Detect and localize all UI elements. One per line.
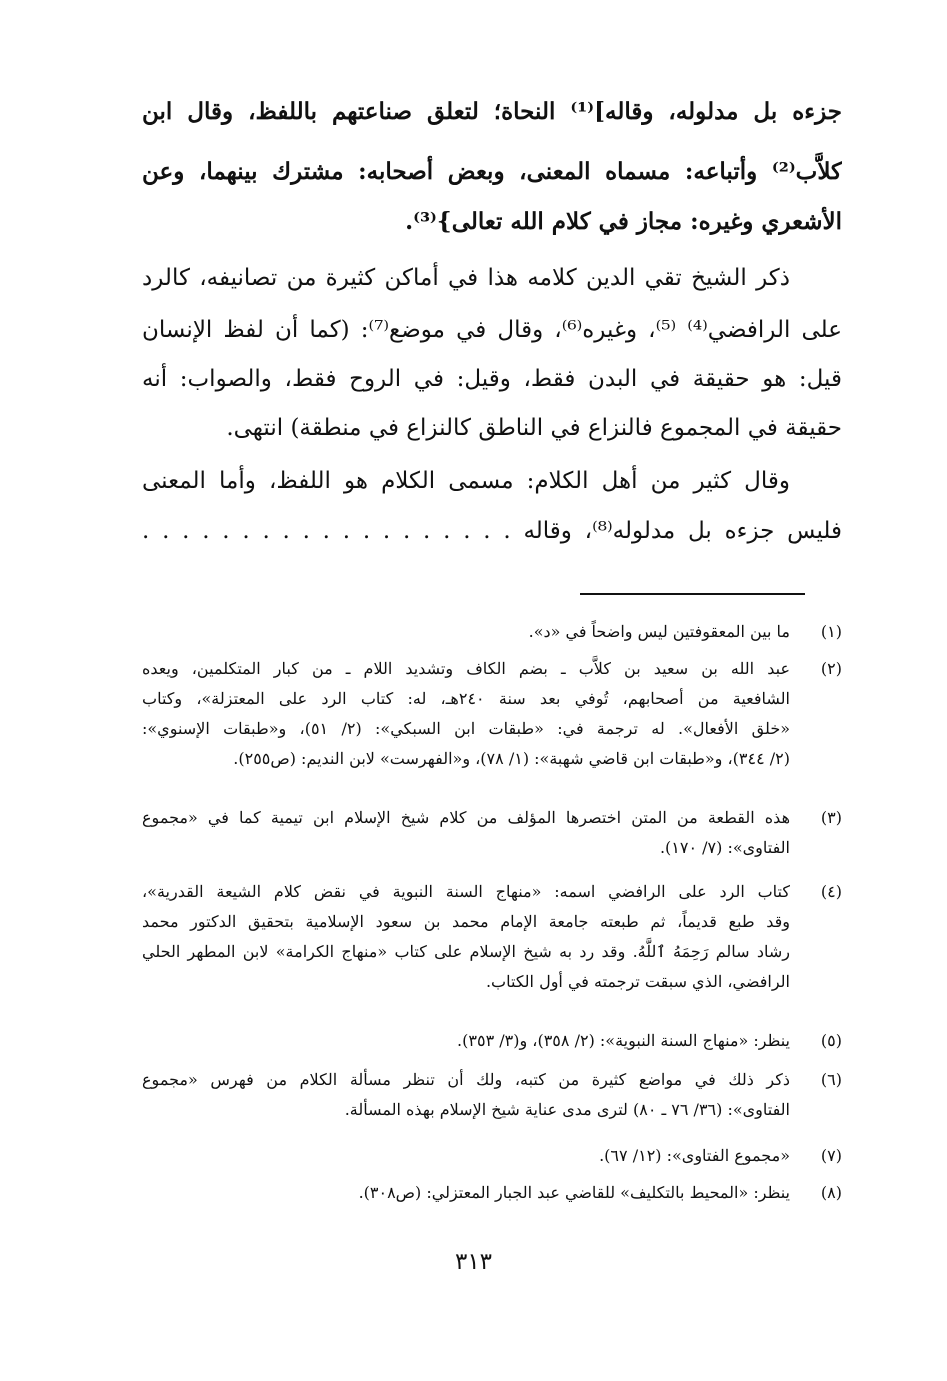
body-line: [142, 507, 842, 555]
body-line-text: وقال كثير من أهل الكلام: مسمى الكلام هو اللفظ، وأما المعنى: [142, 468, 790, 494]
footnote-number: (٥): [820, 1031, 842, 1050]
body-line: [142, 88, 842, 136]
footnote-line: عبد الله بن سعيد بن كلاَّب ـ بضم الكاف وتشديد اللام ـ من كبار المتكلمين، ويعده: [142, 659, 790, 678]
footnote-line: الفتاوى»: (٧/ ١٧٠).: [659, 838, 790, 857]
body-line: [142, 355, 842, 403]
footnote-line: «مجموع الفتاوى»: (١٢/ ٦٧).: [599, 1146, 790, 1165]
footnote: [142, 1178, 842, 1208]
body-line: [142, 148, 842, 196]
footnote-line: (٢/ ٣٤٤)، و«طبقات ابن قاضي شهبة»: (١/ ٧٨)، و«الفهرست» لابن النديم: (ص٢٥٥).: [233, 749, 790, 768]
footnote-line: ذكر ذلك في مواضع كثيرة من كتبه، ولك أن تنظر مسألة الكلام من فهرس «مجموع: [142, 1070, 790, 1089]
footnote-line: رشاد سالم رَحِمَهُ ٱللَّهُ. وقد رد به شيخ الإسلام على كتاب «منهاج الكرامة» لابن المطهر الحلي: [142, 942, 790, 961]
body-line: [142, 404, 842, 452]
footnote-line: ينظر: «منهاج السنة النبوية»: (٢/ ٣٥٨)، و(٣/ ٣٥٣).: [457, 1031, 790, 1050]
footnote-line: ما بين المعقوفتين ليس واضحاً في «د».: [528, 622, 790, 641]
body-line-text: كلاَّب⁽²⁾ وأتباعه: مسماه المعنى، وبعض أصحابه: مشترك بينهما، وعن: [142, 158, 842, 185]
footnote: [142, 877, 842, 997]
body-line: [142, 306, 842, 354]
footnote-text: [142, 1141, 790, 1171]
footnote-number: (٣): [820, 808, 842, 827]
footnote-number: (٧): [820, 1146, 842, 1165]
footnote-line: «خلق الأفعال». له ترجمة في: «طبقات ابن السبكي»: (٢/ ٥١)، و«طبقات الإسنوي»:: [142, 719, 790, 738]
footnote-line: ينظر: «المحيط بالتكليف» للقاضي عبد الجبار المعتزلي: (ص٣٠٨).: [358, 1183, 790, 1202]
body-line-text: فليس جزءه بل مدلوله⁽⁸⁾، وقاله: [523, 518, 842, 544]
footnote-text: [142, 1065, 790, 1125]
footnote-line: الفتاوى»: (٣٦/ ٧٦ ـ ٨٠) لترى مدى عناية شيخ الإسلام بهذه المسألة.: [344, 1100, 790, 1119]
footnote-text: [142, 1178, 790, 1208]
page-number: ٣١٣: [454, 1249, 493, 1275]
footnote-text: [142, 654, 790, 774]
body-line-text: حقيقة في المجموع فالنزاع في الناطق كالنزاع في منطقة) انتهى.: [226, 415, 842, 441]
footnote-line: وقد طبع قديماً، ثم طبعته جامعة الإمام محمد بن سعود الإسلامية بتحقيق الدكتور محمد: [142, 912, 790, 931]
body-line-text: قيل: هو حقيقة في البدن فقط، وقيل: في الروح فقط، والصواب: أنه: [142, 366, 842, 392]
ellipsis-dots: . . . . . . . . . . . . . . . . . . .: [142, 518, 511, 544]
footnote: [142, 803, 842, 863]
body-line-text: جزءه بل مدلوله، وقاله]⁽¹⁾ النحاة؛ لتعلق صناعتهم باللفظ، وقال ابن: [142, 98, 842, 125]
footnote: [142, 1065, 842, 1125]
footnote-number: (٤): [820, 882, 842, 901]
footnote-number: (٨): [820, 1183, 842, 1202]
footnote-line: الشافعية من أصحابهم، تُوفي بعد سنة ٢٤٠هـ، له: كتاب الرد على المعتزلة»، وكتاب: [142, 689, 790, 708]
body-line-text: ذكر الشيخ تقي الدين كلامه هذا في أماكن كثيرة من تصانيفه، كالرد: [142, 265, 790, 291]
footnote: [142, 1026, 842, 1056]
footnote: [142, 654, 842, 774]
footnote-text: [142, 877, 790, 997]
footnote-number: (٢): [820, 659, 842, 678]
footnote-number: (٦): [820, 1070, 842, 1089]
body-line-text: على الرافضي⁽⁴⁾ ⁽⁵⁾، وغيره⁽⁶⁾، وقال في موضع⁽⁷⁾: (كما أن لفظ الإنسان: [142, 317, 842, 343]
footnote-separator: [580, 593, 805, 595]
footnote-line: الرافضي، الذي سبقت ترجمته في أول الكتاب.: [485, 972, 790, 991]
body-line: [142, 198, 842, 246]
body-line-text: الأشعري وغيره: مجاز في كلام الله تعالى}⁽³⁾.: [405, 208, 842, 235]
body-line: [142, 457, 842, 505]
footnote-text: [142, 803, 790, 863]
body-line: [142, 254, 842, 302]
footnote-text: [142, 1026, 790, 1056]
footnote-line: هذه القطعة من المتن اختصرها المؤلف من كلام شيخ الإسلام ابن تيمية كما في «مجموع: [142, 808, 790, 827]
footnote-text: [142, 617, 790, 647]
footnote-line: كتاب الرد على الرافضي اسمه: «منهاج السنة النبوية في نقض كلام الشيعة القدرية»،: [142, 882, 790, 901]
footnote: [142, 1141, 842, 1171]
footnote: [142, 617, 842, 647]
footnote-number: (١): [820, 622, 842, 641]
